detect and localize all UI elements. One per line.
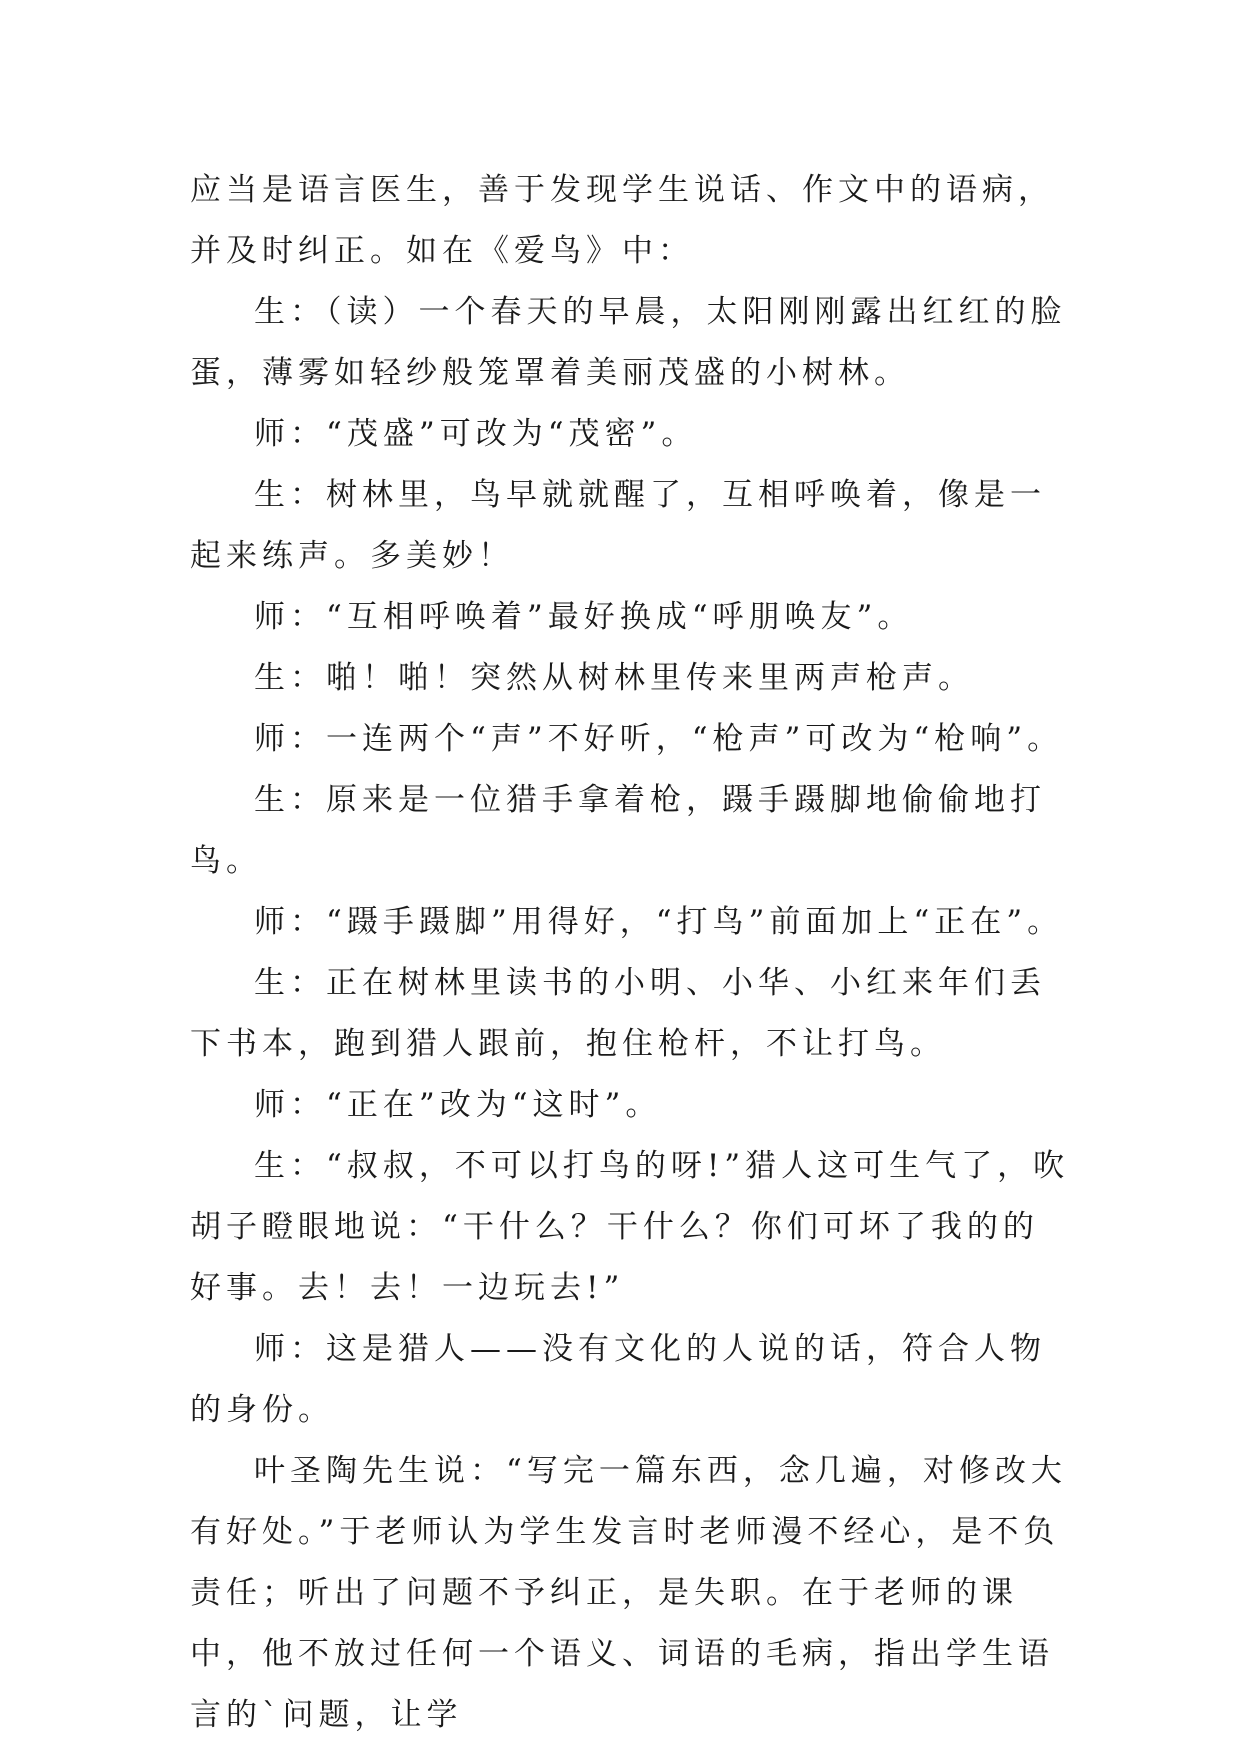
dialogue-teacher-2: 师：“互相呼唤着”最好换成“呼朋唤友”。 xyxy=(254,599,914,635)
paragraph-continuation: 应当是语言医生，善于发现学生说话、作文中的语病，并及时纠正。如在《爱鸟》中： xyxy=(190,172,1054,269)
dialogue-student-4: 生：原来是一位猎手拿着枪，蹑手蹑脚地偷偷地打鸟。 xyxy=(190,782,1046,879)
dialogue-teacher-5: 师：“正在”改为“这时”。 xyxy=(254,1087,662,1123)
dialogue-teacher-6: 师：这是猎人——没有文化的人说的话，符合人物的身份。 xyxy=(190,1331,1046,1428)
dialogue-student-1: 生：（读）一个春天的早晨，太阳刚刚露出红红的脸蛋，薄雾如轻纱般笼罩着美丽茂盛的小树林。 xyxy=(190,294,1067,391)
dialogue-teacher-4: 师：“蹑手蹑脚”用得好，“打鸟”前面加上“正在”。 xyxy=(254,904,1064,940)
body-text xyxy=(190,160,1070,1746)
dialogue-student-6: 生：“叔叔，不可以打鸟的呀!”猎人这可生气了，吹胡子瞪眼地说：“干什么？干什么？你们可坏了我的的好事。去！去！一边玩去!” xyxy=(190,1148,1070,1306)
dialogue-student-3: 生：啪！啪！突然从树林里传来里两声枪声。 xyxy=(254,660,974,696)
dialogue-student-5: 生：正在树林里读书的小明、小华、小红来年们丢下书本，跑到猎人跟前，抱住枪杆，不让打鸟。 xyxy=(190,965,1046,1062)
dialogue-teacher-3: 师：一连两个“声”不好听，“枪声”可改为“枪响”。 xyxy=(254,721,1064,757)
dialogue-student-2: 生：树林里，鸟早就就醒了，互相呼唤着，像是一起来练声。多美妙！ xyxy=(190,477,1046,574)
paragraph-ye-shengtao: 叶圣陶先生说：“写完一篇东西，念几遍，对修改大有好处。”于老师认为学生发言时老师漫不经心，是不负责任；听出了问题不予纠正，是失职。在于老师的课中，他不放过任何一个语义、词语的毛病，指出学生语言的`问题，让学 xyxy=(190,1453,1067,1733)
dialogue-teacher-1: 师：“茂盛”可改为“茂密”。 xyxy=(254,416,698,452)
